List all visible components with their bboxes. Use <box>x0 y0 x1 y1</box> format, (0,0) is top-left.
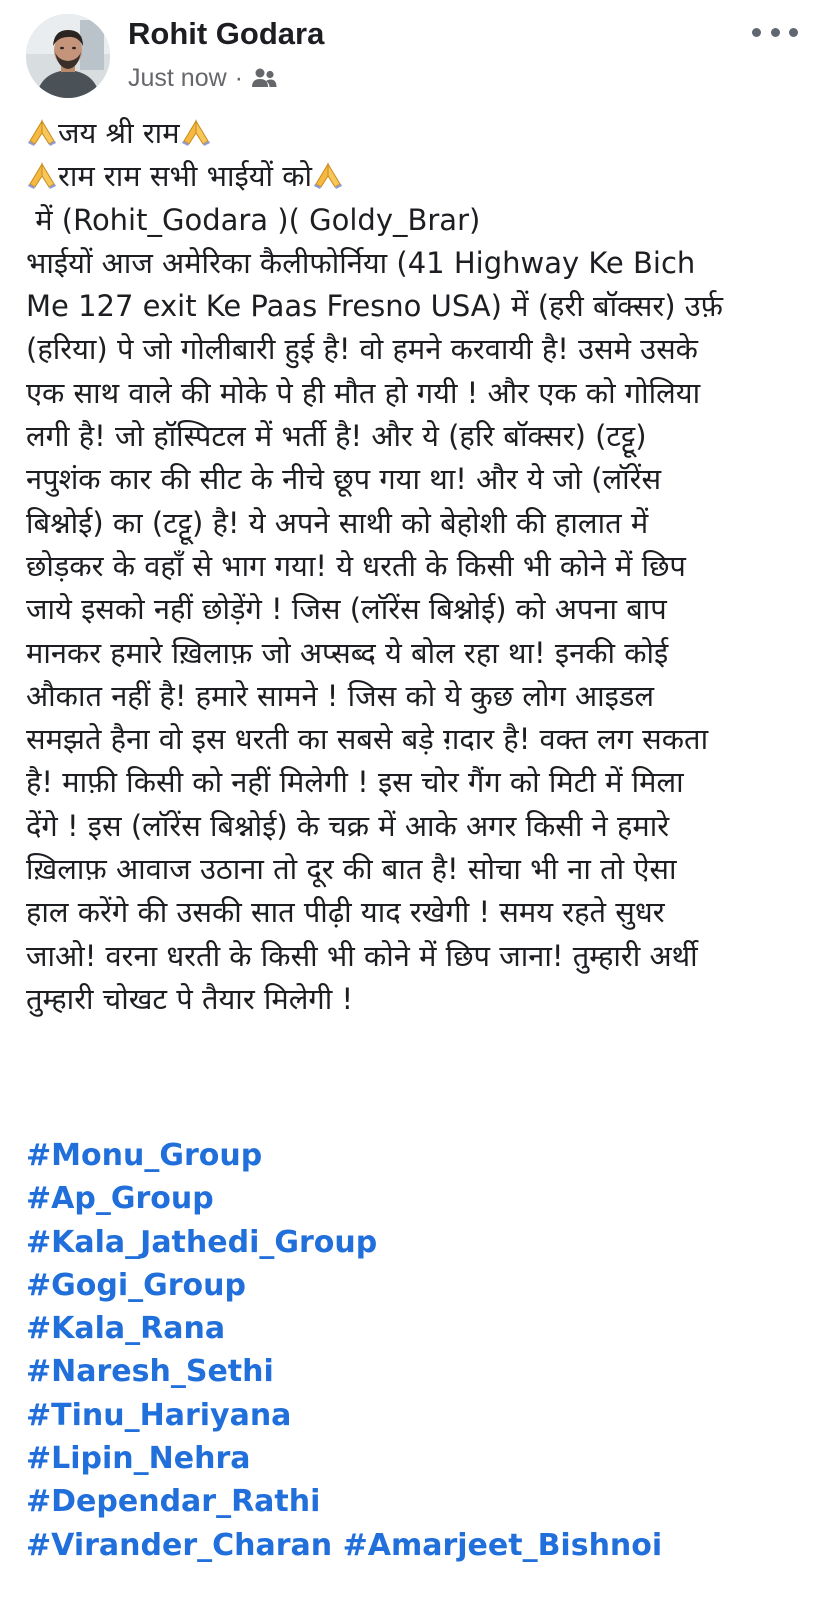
post-text <box>26 112 816 1021</box>
hashtag-line <box>26 1221 816 1264</box>
hashtag-link[interactable]: #Ap_Group <box>26 1181 214 1217</box>
post-meta <box>128 60 277 96</box>
post-text-line: भाईयों आज अमेरिका कैलीफोर्निया (41 Highway Ke Bich <box>26 245 696 280</box>
hashtag-line <box>26 1264 816 1307</box>
post-text-line: एक साथ वाले की मोके पे ही मौत हो गयी ! और एक को गोलिया <box>26 375 701 410</box>
post-text-line: बिश्नोई) का (टट्टू) है! ये अपने साथी को बेहोशी की हालात में <box>26 505 649 540</box>
hashtag-link[interactable]: #Virander_Charan <box>26 1527 333 1563</box>
post-paragraph <box>26 199 816 1022</box>
more-horizontal-icon <box>771 28 780 37</box>
post-text-line: में (Rohit_Godara )( Goldy_Brar) <box>26 202 481 237</box>
hashtag-link[interactable]: #Kala_Jathedi_Group <box>26 1224 378 1260</box>
greeting-text-2: राम राम सभी भाईयों को <box>58 159 313 194</box>
post-text-line: औकात नहीं है! हमारे सामने ! जिस को ये कुछ लोग आइडल <box>26 678 655 713</box>
post-text-line: Me 127 exit Ke Paas Fresno USA) में (हरी बॉक्सर) उर्फ़ <box>26 289 723 324</box>
hashtag-list <box>26 1134 816 1567</box>
post-text-line: नपुशंक कार की सीट के नीचे छूप गया था! और ये जो (लॉरेंस <box>26 462 662 497</box>
greeting-line <box>26 155 816 198</box>
hashtag-line <box>26 1394 816 1437</box>
hashtag-line <box>26 1307 816 1350</box>
hashtag-link[interactable]: #Kala_Rana <box>26 1311 226 1347</box>
post-text-line: समझते हैना वो इस धरती का सबसे बड़े ग़दार है! वक्त लग सकता <box>26 722 709 757</box>
hashtag-link[interactable]: #Lipin_Nehra <box>26 1441 251 1477</box>
folded-hands-emoji <box>180 117 212 147</box>
post-text-line: तुम्हारी चोखट पे तैयार मिलेगी ! <box>26 981 354 1016</box>
hashtag-line <box>26 1524 816 1567</box>
post-text-line: देंगे ! इस (लॉरेंस बिश्नोई) के चक्र में आके अगर किसी ने हमारे <box>26 808 670 843</box>
post-text-line: जाओ! वरना धरती के किसी भी कोने में छिप जाना! तुम्हारी अर्थी <box>26 938 698 973</box>
hashtag-line <box>26 1480 816 1523</box>
folded-hands-emoji <box>26 117 58 147</box>
post-header <box>0 0 832 110</box>
hashtag-link[interactable]: #Naresh_Sethi <box>26 1354 274 1390</box>
hashtag-line <box>26 1350 816 1393</box>
hashtag-link[interactable]: #Tinu_Hariyana <box>26 1397 292 1433</box>
hashtag-line <box>26 1134 816 1177</box>
friends-icon[interactable] <box>251 67 277 89</box>
post-text-line: लगी है! जो हॉस्पिटल में भर्ती है! और ये (हरि बॉक्सर) (टट्टू) <box>26 419 647 454</box>
timestamp[interactable]: Just now <box>128 63 227 92</box>
post-text-line: है! माफ़ी किसी को नहीं मिलेगी ! इस चोर गैंग को मिटी में मिला <box>26 765 684 800</box>
folded-hands-emoji <box>26 160 58 190</box>
post-text-line: छोड़कर के वहाँ से भाग गया! ये धरती के किसी भी कोने में छिप <box>26 548 686 583</box>
hashtag-link[interactable]: #Amarjeet_Bishnoi <box>342 1527 663 1563</box>
more-horizontal-icon <box>789 28 798 37</box>
hashtag-link[interactable]: #Dependar_Rathi <box>26 1484 321 1520</box>
greeting-text-1: जय श्री राम <box>58 116 180 150</box>
post-text-line: (हरिया) पे जो गोलीबारी हुई है! वो हमने करवायी है! उसमे उसके <box>26 332 698 367</box>
meta-separator: · <box>234 63 243 92</box>
avatar[interactable] <box>26 14 110 98</box>
hashtag-link[interactable]: #Gogi_Group <box>26 1267 246 1303</box>
hashtag-link[interactable]: #Monu_Group <box>26 1138 263 1173</box>
hashtag-line <box>26 1177 816 1220</box>
author-name[interactable]: Rohit Godara <box>128 16 325 51</box>
more-horizontal-icon <box>752 28 761 37</box>
folded-hands-emoji <box>312 160 344 190</box>
post-text-line: हाल करेंगे की उसकी सात पीढ़ी याद रखेगी ! समय रहते सुधर <box>26 895 665 930</box>
post-text-line: ख़िलाफ़ आवाज उठाना तो दूर की बात है! सोचा भी ना तो ऐसा <box>26 852 677 887</box>
profile-photo <box>26 14 110 98</box>
more-options-button[interactable] <box>752 20 798 44</box>
post-text-line: मानकर हमारे ख़िलाफ़ जो अप्सब्द ये बोल रहा था! इनकी कोई <box>26 635 669 670</box>
greeting-line <box>26 112 816 155</box>
hashtag-line <box>26 1437 816 1480</box>
post-text-line: जाये इसको नहीं छोड़ेंगे ! जिस (लॉरेंस बिश्नोई) को अपना बाप <box>26 592 667 627</box>
